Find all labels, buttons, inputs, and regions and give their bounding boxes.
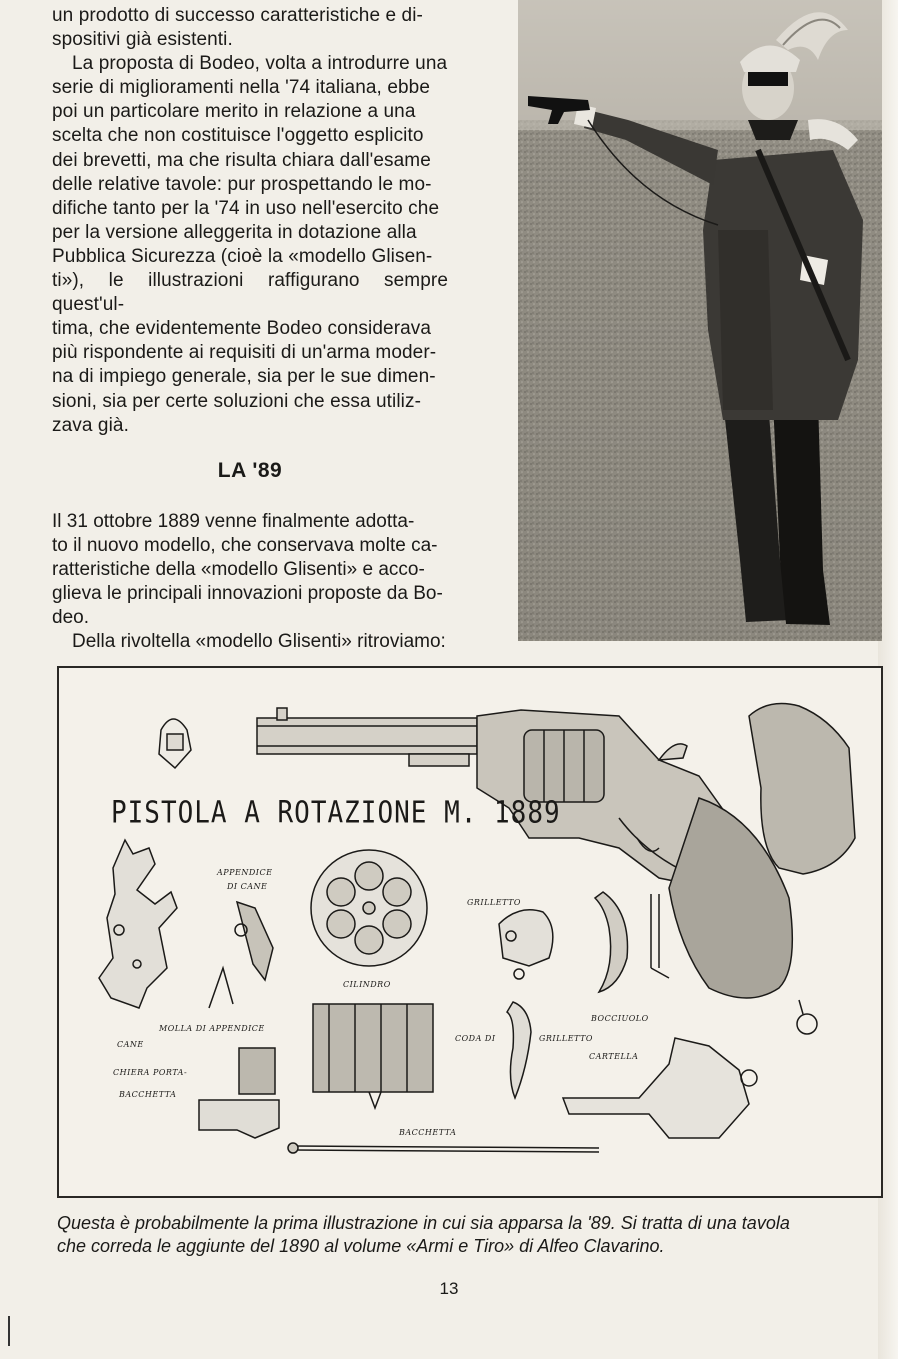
text-line: ti»), le illustrazioni raffigurano sempre quest'ul- (52, 270, 448, 316)
label-molla-appendice: MOLLA DI APPENDICE (159, 1024, 265, 1033)
rod-part (651, 894, 669, 978)
trigger-part (499, 910, 553, 979)
text-line: na di impiego generale, sia per le sue dimen- (52, 366, 436, 388)
text-line: tima, che evidentemente Bodeo considerava (52, 318, 432, 340)
text-line: un prodotto di successo caratteristiche e di- (52, 5, 423, 26)
text-line: serie di miglioramenti nella '74 italiana, ebbe (52, 77, 430, 99)
text-line: delle relative tavole: pur prospettando le mo- (52, 173, 432, 195)
label-appendice-di-cane-2: DI CANE (227, 882, 268, 891)
rod-holder-part (199, 1048, 279, 1138)
label-bocciuolo: BOCCIUOLO (591, 1014, 649, 1023)
revolver-diagram (59, 668, 881, 1196)
hammer-extension-part (235, 902, 273, 980)
text-line: poi un particolare merito in relazione a una (52, 101, 416, 123)
text-line: difiche tanto per la '74 in uso nell'esercito che (52, 197, 440, 219)
trigger-blade-part (595, 892, 628, 992)
text-line: La proposta di Bodeo, volta a introdurre una (72, 53, 448, 75)
label-cartella: CARTELLA (589, 1052, 639, 1061)
grip-plate-part (749, 704, 855, 874)
label-coda-di: CODA DI (455, 1034, 496, 1043)
body-text-column-2 (52, 510, 448, 655)
figure-caption (57, 1212, 883, 1258)
photo-soldier-aiming-revolver (518, 0, 882, 641)
spring-part (209, 968, 233, 1008)
text-line: per la versione alleggerita in dotazione alla (52, 221, 417, 243)
text-line: dei brevetti, ma che risulta chiara dall'esame (52, 149, 431, 171)
caption-line: che correda le aggiunte del 1890 al volume «Armi e Tiro» di Alfeo Clavarino. (57, 1236, 665, 1256)
screw-part (159, 719, 191, 768)
body-text-column (52, 4, 448, 438)
cleaning-rod-part (288, 1143, 599, 1153)
caption-line: Questa è probabilmente la prima illustrazione in cui sia apparsa la '89. Si tratta di una tavola (57, 1213, 790, 1233)
illustration-plate (57, 666, 883, 1198)
paragraph-3 (52, 510, 448, 630)
text-line: ratteristiche della «modello Glisenti» e acco- (52, 559, 425, 581)
label-bacchetta: BACCHETTA (399, 1128, 457, 1137)
margin-mark (8, 1316, 10, 1346)
paragraph-1 (52, 4, 448, 52)
label-appendice-di-cane: APPENDICE (217, 868, 273, 877)
label-grilletto: GRILLETTO (467, 898, 521, 907)
trigger-tail-part (507, 1002, 531, 1098)
cylinder-side-part (313, 1004, 433, 1108)
label-cane: CANE (117, 1040, 144, 1049)
section-heading: LA '89 (217, 459, 283, 482)
text-line: spositivi già esistenti. (52, 29, 233, 51)
text-line: scelta che non costituisce l'oggetto esplicito (52, 125, 424, 147)
paragraph-2 (52, 52, 448, 438)
text-line: zava già. (52, 414, 129, 436)
hammer-part (99, 840, 177, 1008)
text-line: sioni, sia per certe soluzioni che essa utiliz- (52, 390, 422, 412)
text-line: deo. (52, 607, 89, 629)
label-chiera-2: BACCHETTA (119, 1090, 177, 1099)
plate-title: PISTOLA A ROTAZIONE M. 1889 (111, 796, 561, 831)
text-line: Pubblica Sicurezza (cioè la «modello Glisen- (52, 245, 433, 267)
label-grilletto-2: GRILLETTO (539, 1034, 593, 1043)
label-cilindro: CILINDRO (343, 980, 391, 989)
cylinder-front-part (311, 850, 427, 966)
page-number: 13 (439, 1279, 459, 1298)
text-line: glieva le principali innovazioni proposte da Bo- (52, 583, 443, 605)
photo-illustration (518, 0, 882, 641)
text-line: Il 31 ottobre 1889 venne finalmente adotta- (52, 511, 415, 532)
text-line: più rispondente ai requisiti di un'arma moder- (52, 342, 437, 364)
text-line: Della rivoltella «modello Glisenti» ritroviamo: (72, 631, 446, 653)
paragraph-4 (52, 630, 448, 654)
label-chiera-1: CHIERA PORTA- (113, 1068, 188, 1077)
text-line: to il nuovo modello, che conservava molte ca- (52, 535, 438, 557)
